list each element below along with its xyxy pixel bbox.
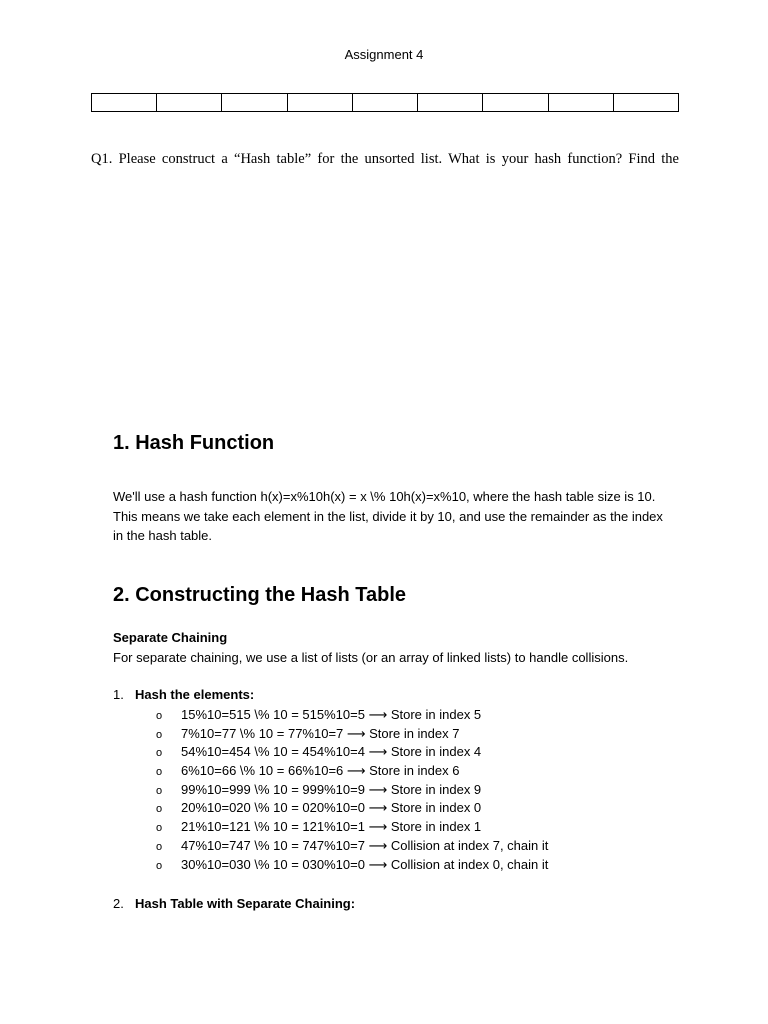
step-hash-table-chaining <box>113 896 355 911</box>
list-item <box>156 799 548 818</box>
list-item-text: 47%10=747 \% 10 = 747%10=7 ⟶ Collision at index 7, chain it <box>181 837 549 853</box>
list-item <box>156 706 548 725</box>
table-cell <box>92 94 157 112</box>
step-label: Hash Table with Separate Chaining: <box>135 896 356 911</box>
page-title: Assignment 4 <box>344 47 424 62</box>
list-item <box>156 743 548 762</box>
bullet-marker: o <box>156 784 163 797</box>
list-item-text: 30%10=030 \% 10 = 030%10=0 ⟶ Collision at index 0, chain it <box>181 856 549 872</box>
list-item <box>156 837 548 856</box>
separate-chaining-description: For separate chaining, we use a list of lists (or an array of linked lists) to handle collisions. <box>113 650 629 665</box>
table-row <box>92 94 679 112</box>
list-item <box>156 856 548 875</box>
list-item-text: 6%10=66 \% 10 = 66%10=6 ⟶ Store in index 6 <box>181 763 460 779</box>
section-heading-constructing: 2. Constructing the Hash Table <box>113 584 406 606</box>
hash-function-paragraph: We'll use a hash function h(x)=x%10h(x) = x \% 10h(x)=x%10, where the hash table size is 10. This means we take each element in the list, divide it by 10, and use the remainder as the index in the hash table. <box>113 489 663 543</box>
table-cell <box>418 94 483 112</box>
list-item-text: 20%10=020 \% 10 = 020%10=0 ⟶ Store in index 0 <box>181 800 482 816</box>
table-cell <box>483 94 548 112</box>
bullet-marker: o <box>156 710 163 722</box>
bullet-marker: o <box>156 803 163 816</box>
step-hash-elements <box>113 687 254 702</box>
list-item-text: 54%10=454 \% 10 = 454%10=4 ⟶ Store in index 4 <box>181 744 482 760</box>
separate-chaining-subheading: Separate Chaining <box>113 630 228 645</box>
table-cell <box>352 94 417 112</box>
bullet-marker: o <box>156 766 163 779</box>
table-cell <box>548 94 613 112</box>
bullet-marker: o <box>156 822 163 835</box>
question-text: Q1. Please construct a “Hash table” for the unsorted list. What is your hash function? Find the <box>91 151 679 167</box>
list-item <box>156 725 548 744</box>
step-label: Hash the elements: <box>135 687 255 702</box>
step-number: 1. <box>113 687 124 702</box>
table-cell <box>287 94 352 112</box>
list-item-text: 15%10=515 \% 10 = 515%10=5 ⟶ Store in index 5 <box>181 707 482 722</box>
list-item-text: 99%10=999 \% 10 = 999%10=9 ⟶ Store in index 9 <box>181 781 482 797</box>
list-item <box>156 781 548 800</box>
bullet-marker: o <box>156 747 163 760</box>
list-item-text: 21%10=121 \% 10 = 121%10=1 ⟶ Store in index 1 <box>181 819 482 835</box>
section-heading-hash-function: 1. Hash Function <box>113 432 275 454</box>
table-cell <box>157 94 222 112</box>
empty-table <box>91 93 679 112</box>
list-item <box>156 762 548 781</box>
bullet-marker: o <box>156 859 163 872</box>
list-item <box>156 818 548 837</box>
hash-steps-list <box>156 706 548 874</box>
list-item-text: 7%10=77 \% 10 = 77%10=7 ⟶ Store in index 7 <box>181 725 460 741</box>
bullet-marker: o <box>156 728 163 741</box>
table-cell <box>613 94 678 112</box>
table-cell <box>222 94 287 112</box>
bullet-marker: o <box>156 840 163 853</box>
step-number: 2. <box>113 896 124 911</box>
